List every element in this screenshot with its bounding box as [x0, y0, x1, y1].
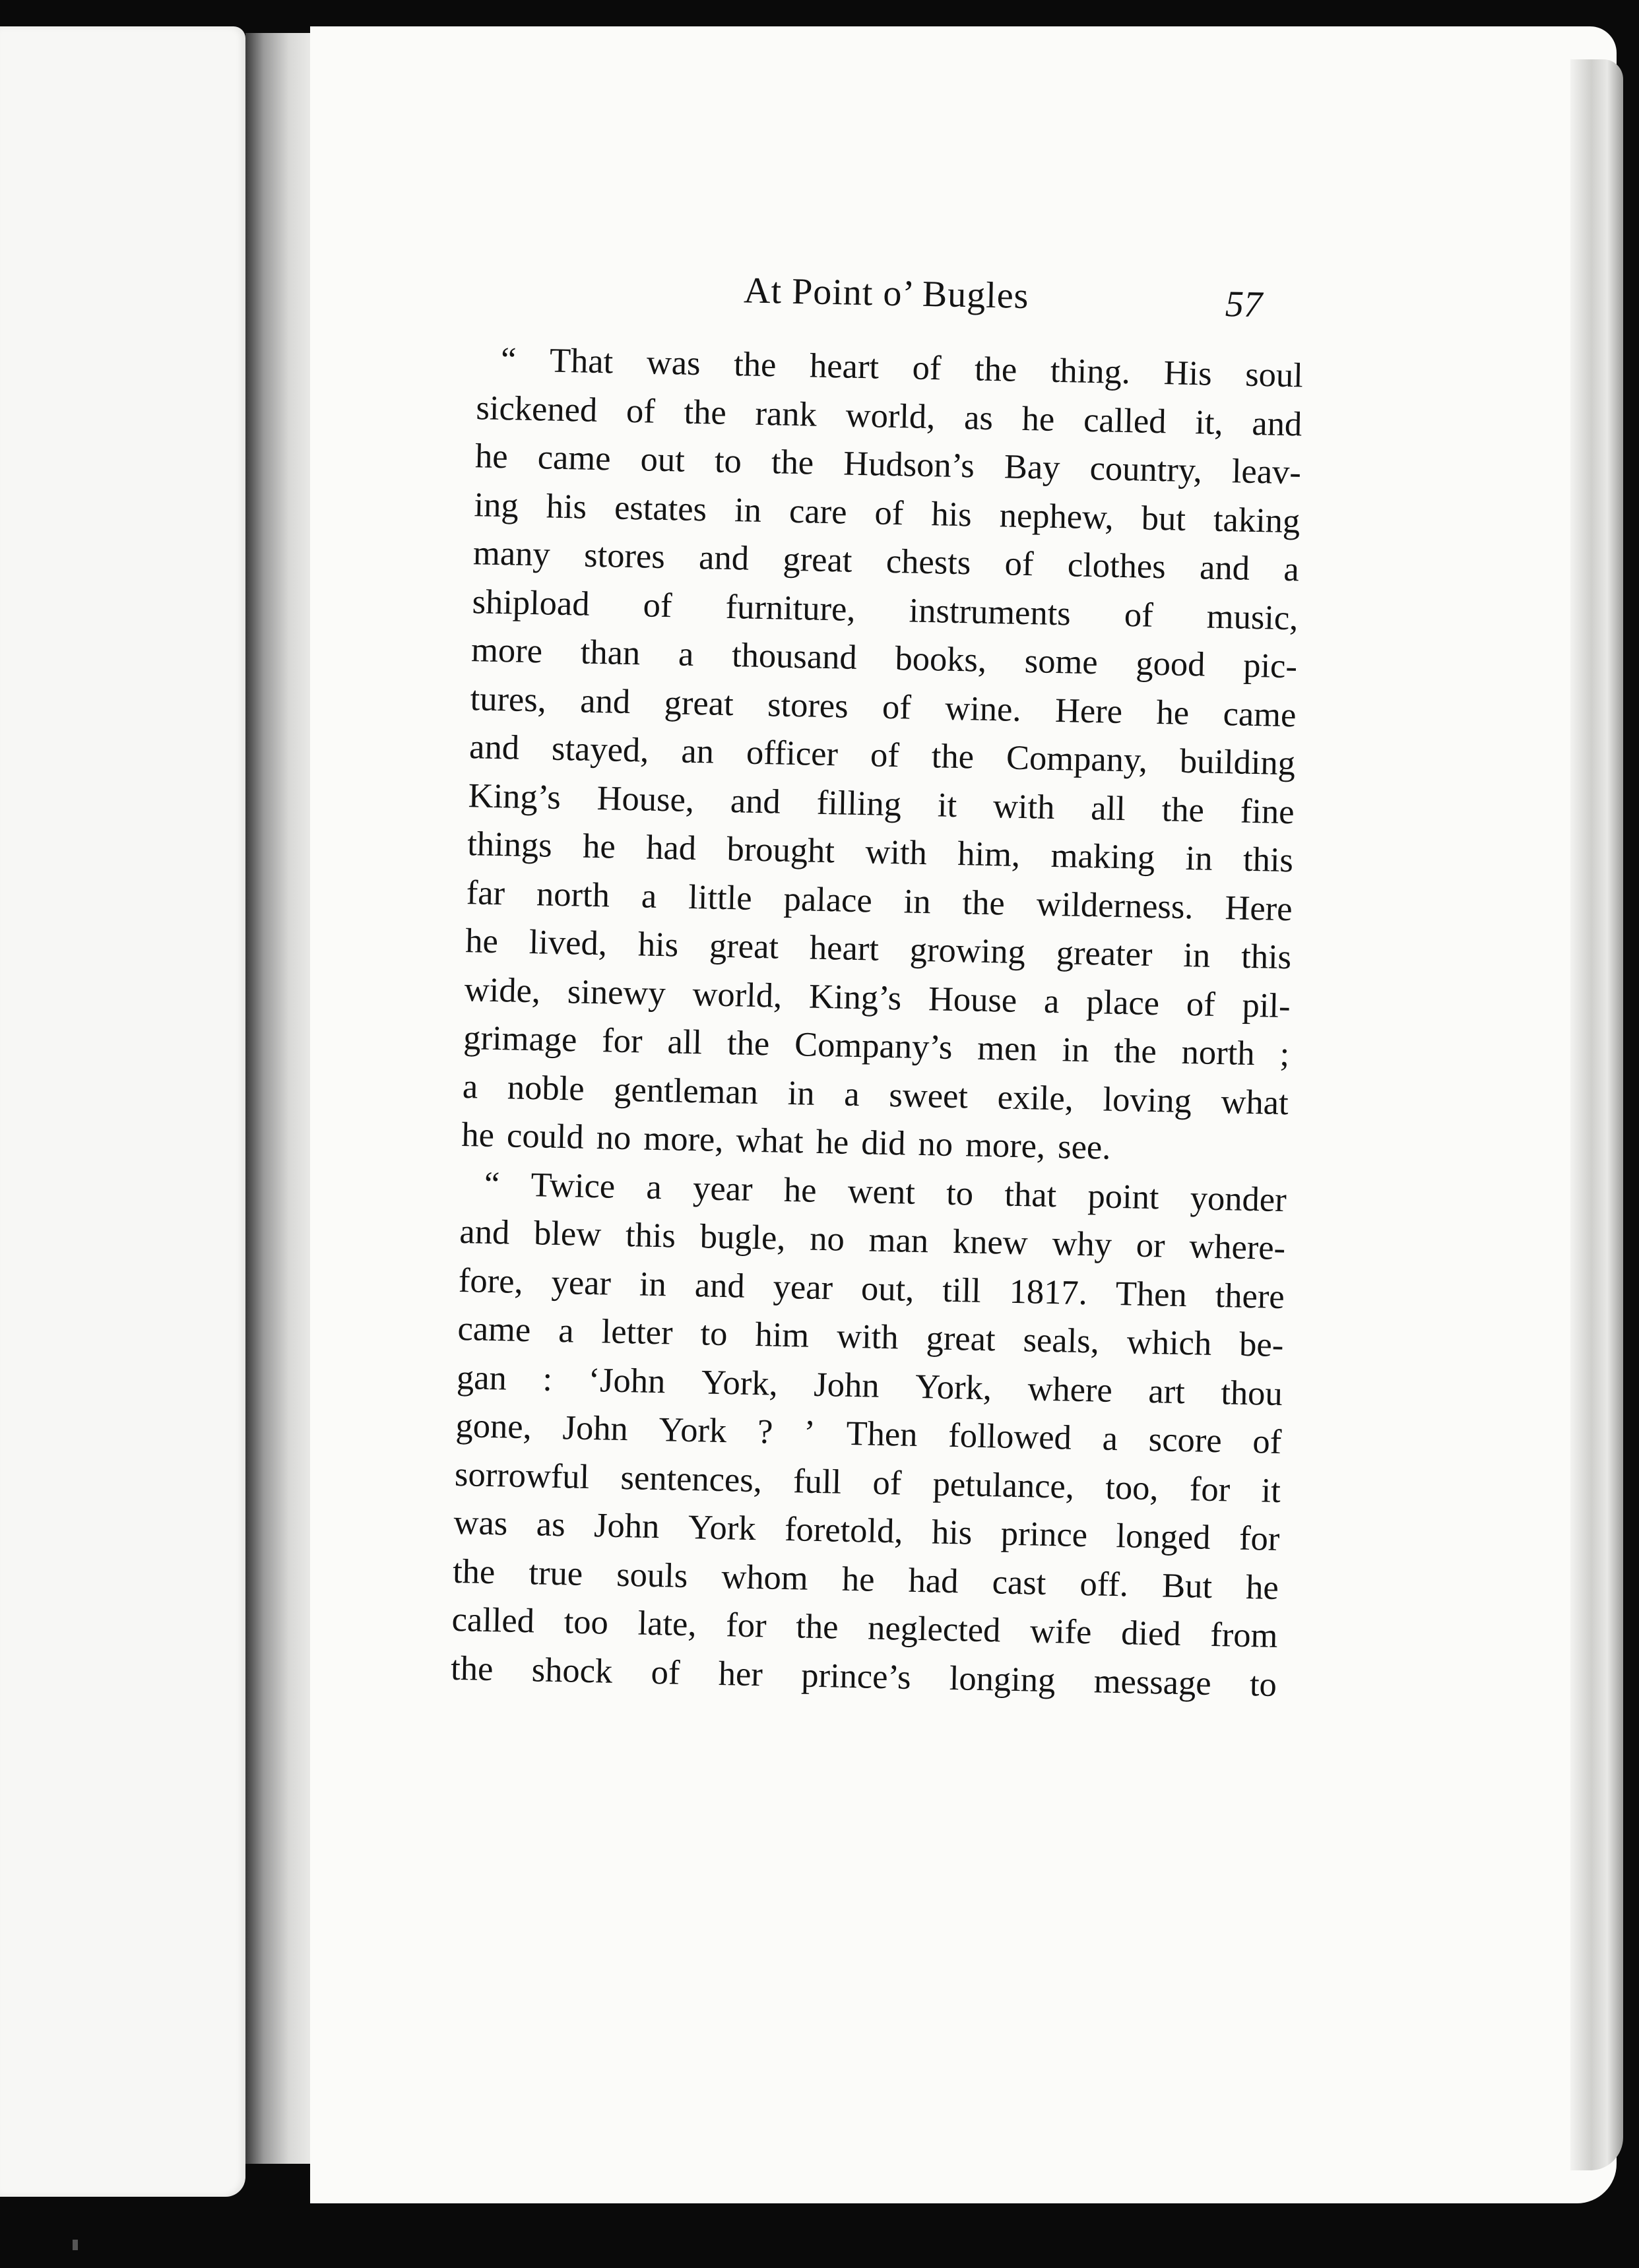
text-line: he could no more, what he did no more, see.: [461, 1116, 1112, 1167]
text-line: gone, John York ? ’ Then followed a score of: [455, 1406, 1282, 1462]
text-line: fore, year in and year out, till 1817. Then there: [458, 1261, 1285, 1316]
text-line: the true souls whom he had cast off. But he: [452, 1552, 1279, 1607]
page-number: 57: [1225, 284, 1263, 326]
text-line: “ Twice a year he went to that point yonder: [484, 1164, 1287, 1219]
text-line: many stores and great chests of clothes and a: [472, 534, 1300, 589]
running-head: At Point o’ Bugles: [743, 270, 1030, 317]
text-line: tures, and great stores of wine. Here he came: [470, 679, 1297, 734]
text-line: gan : ‘John York, John York, where art thou: [456, 1358, 1283, 1413]
text-line: things he had brought with him, making in this: [466, 825, 1294, 880]
text-line: shipload of furniture, instruments of music,: [472, 582, 1299, 637]
text-line: came a letter to him with great seals, which be-: [457, 1309, 1284, 1365]
text-line: called too late, for the neglected wife died from: [451, 1600, 1278, 1656]
text-line: King’s House, and filling it with all the fine: [468, 776, 1295, 831]
text-line: sorrowful sentences, full of petulance, too, for it: [454, 1455, 1281, 1510]
text-line: “ That was the heart of the thing. His soul: [500, 340, 1304, 395]
text-line: he came out to the Hudson’s Bay country, leav-: [474, 437, 1302, 492]
text-line: the shock of her prince’s longing message to: [450, 1649, 1277, 1704]
text-line: he lived, his great heart growing greater in this: [465, 922, 1292, 977]
text-line: ing his estates in care of his nephew, but taking: [474, 485, 1301, 540]
text-line: was as John York foretold, his prince longed for: [453, 1503, 1280, 1559]
text-line: far north a little palace in the wilderness. Here: [466, 873, 1293, 928]
text-line: and blew this bugle, no man knew why or where-: [459, 1213, 1286, 1268]
text-line: and stayed, an officer of the Company, building: [468, 728, 1296, 783]
text-line: more than a thousand books, some good pic-: [470, 631, 1298, 686]
text-line: sickened of the rank world, as he called it, and: [475, 388, 1302, 443]
scan-speck: [73, 2240, 78, 2250]
body-text: [450, 335, 1303, 1709]
text-line: grimage for all the Company’s men in the north ;: [463, 1019, 1290, 1074]
text-line: a noble gentleman in a sweet exile, loving what: [462, 1067, 1289, 1122]
text-line: wide, sinewy world, King’s House a place of pil-: [464, 970, 1291, 1025]
